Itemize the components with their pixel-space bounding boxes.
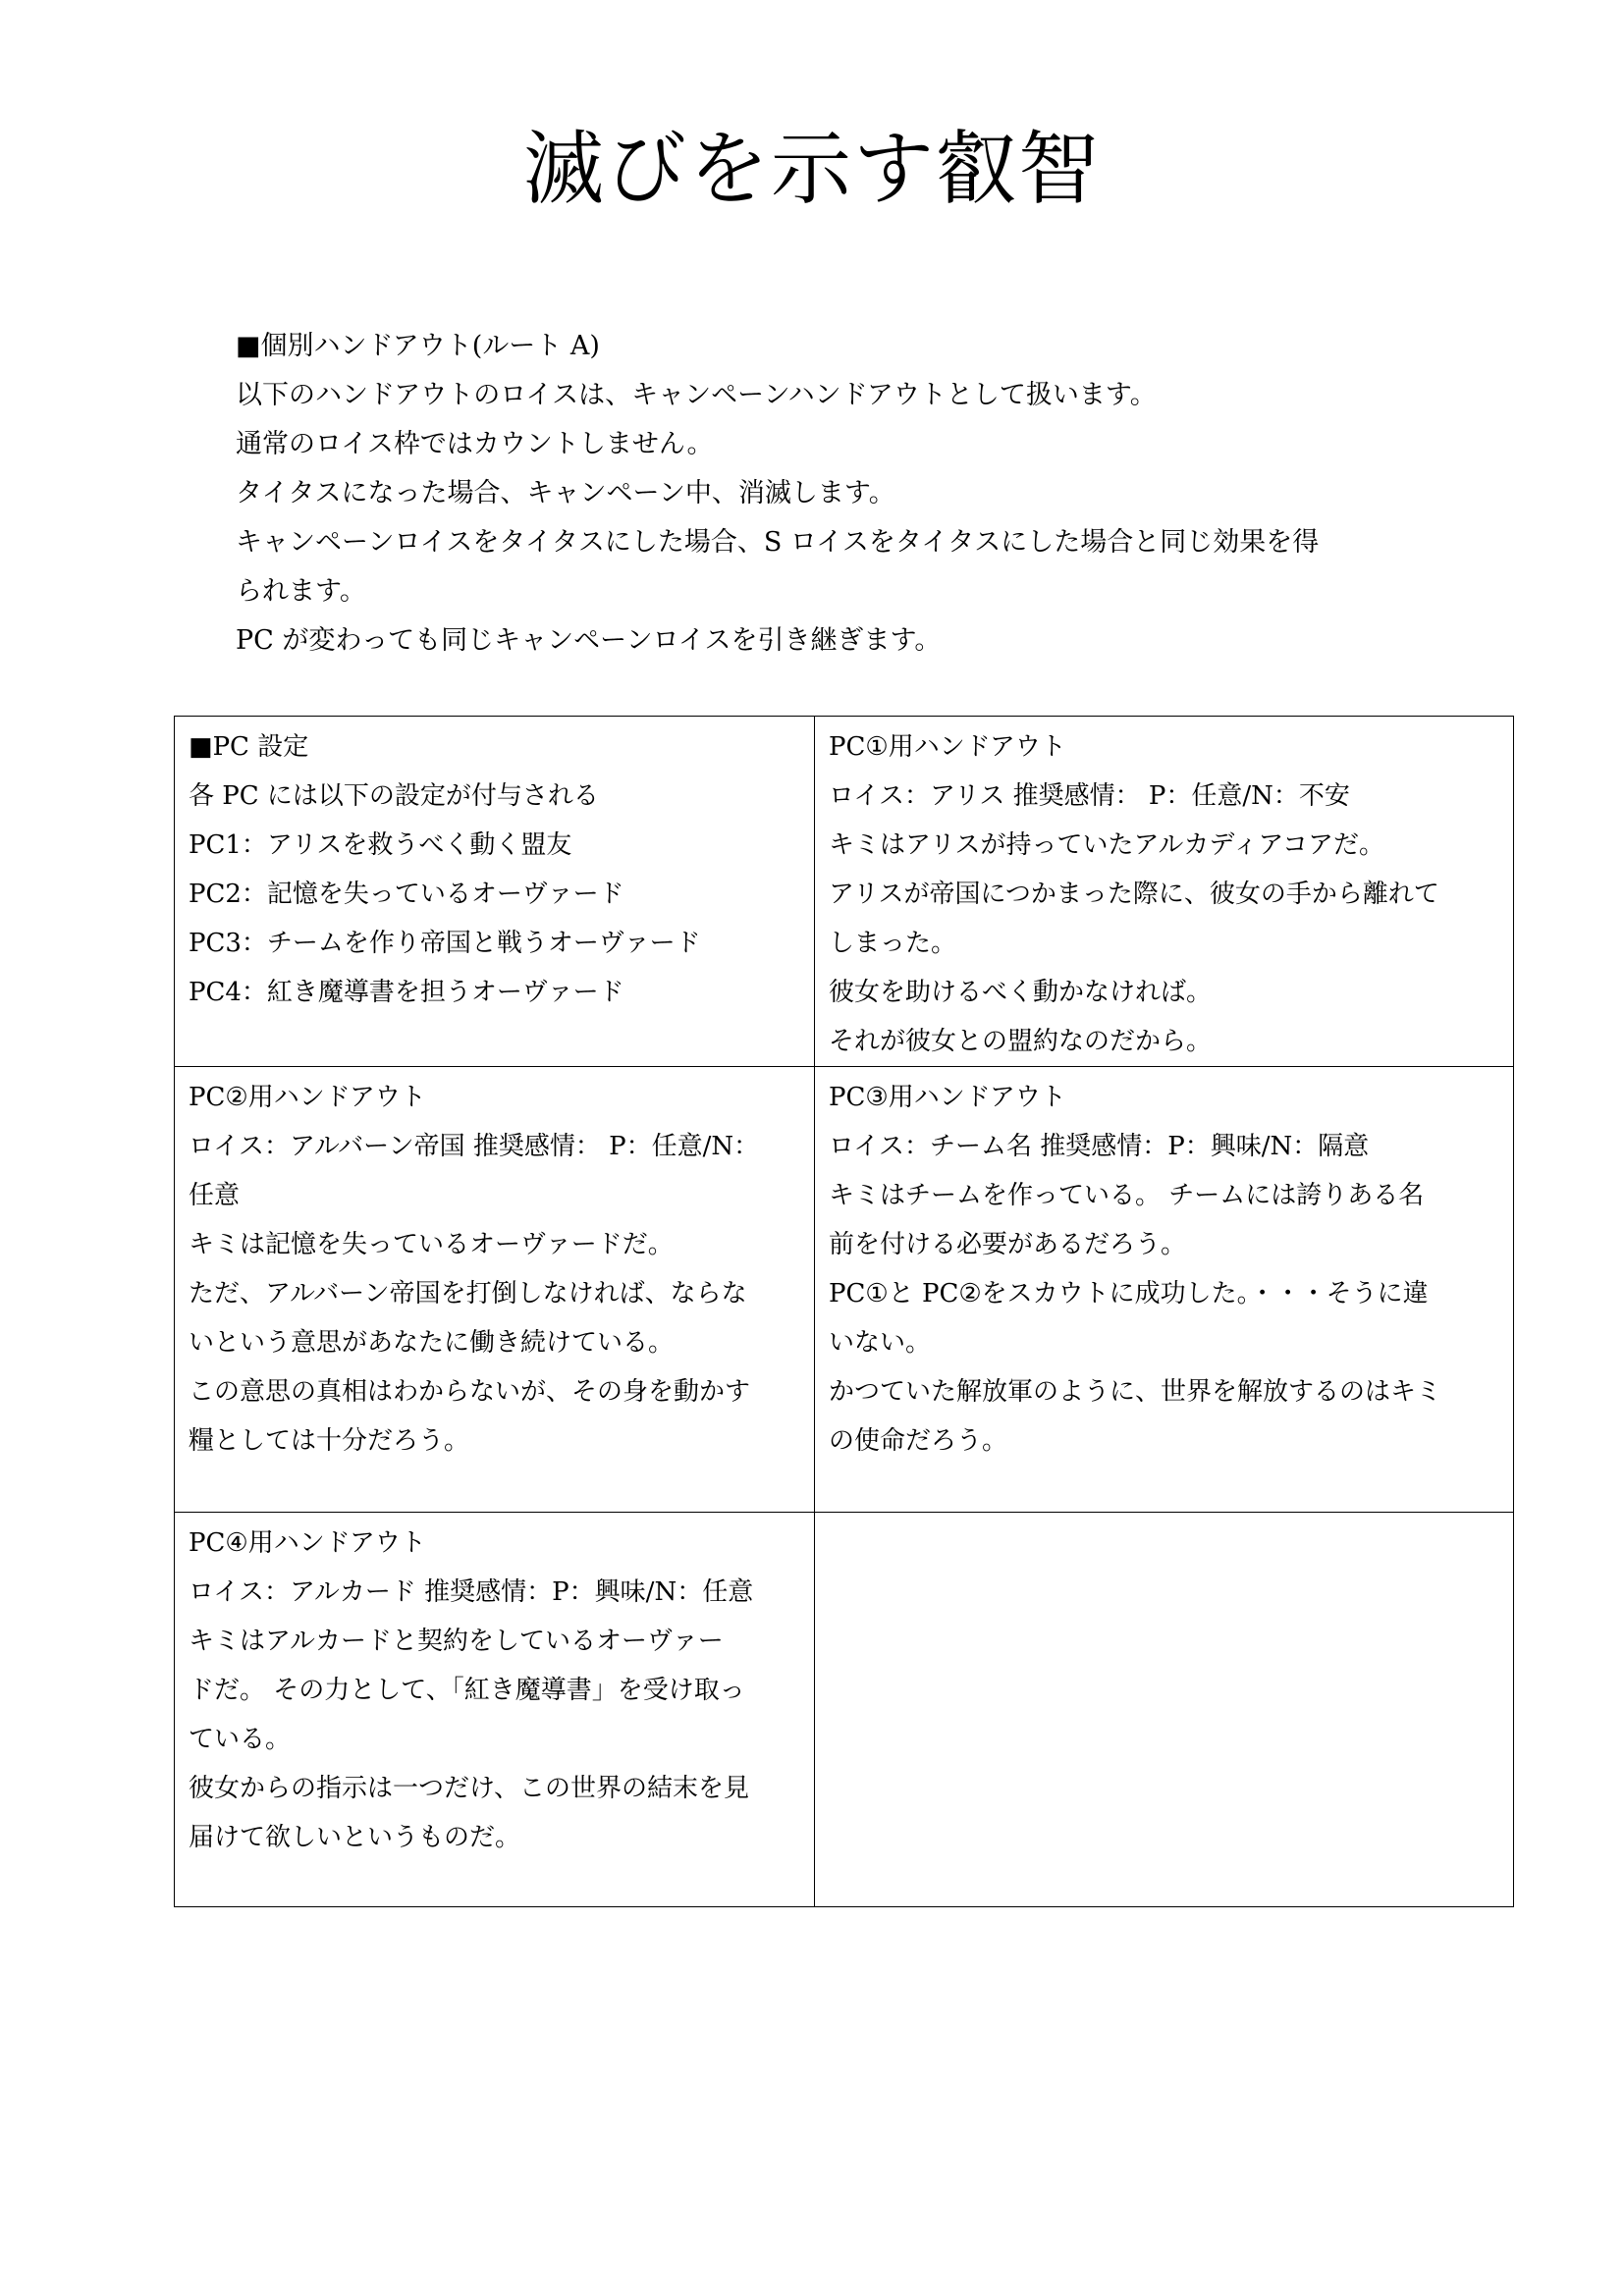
pc-settings-line: PC4：紅き魔導書を担うオーヴァード	[189, 978, 624, 1007]
handout-table	[174, 716, 1514, 1907]
pc4-handout-line: ロイス：アルカード 推奨感情：P：興味/N：任意	[189, 1577, 754, 1607]
pc2-handout-line: 糧としては十分だろう。	[189, 1426, 470, 1456]
pc4-handout-line: 届けて欲しいというものだ。	[189, 1823, 521, 1852]
pc3-handout-line: ロイス：チーム名 推奨感情：P：興味/N：隔意	[829, 1132, 1370, 1161]
pc2-handout-cell	[175, 1067, 815, 1513]
pc4-handout-line: ドだ。 その力として、「紅き魔導書」を受け取っ	[189, 1676, 745, 1705]
pc-settings-line: PC1：アリスを救うべく動く盟友	[189, 830, 572, 860]
pc4-handout-heading: PC④用ハンドアウト	[189, 1528, 426, 1558]
intro-line: られます。	[236, 576, 366, 607]
pc3-handout-cell	[815, 1067, 1514, 1513]
pc4-handout-cell	[175, 1513, 815, 1907]
pc4-handout-line: 彼女からの指示は一つだけ、この世界の結末を見	[189, 1774, 749, 1803]
pc3-handout-line: かつていた解放軍のように、世界を解放するのはキミ	[829, 1377, 1442, 1407]
pc2-handout-line: キミは記憶を失っているオーヴァードだ。	[189, 1230, 674, 1259]
pc4-handout-line: キミはアルカードと契約をしているオーヴァー	[189, 1627, 724, 1656]
document-title: 滅びを示す叡智	[522, 123, 1101, 216]
pc3-handout-line: PC①と PC②をスカウトに成功した。・・・そうに違	[829, 1279, 1429, 1308]
pc3-handout-line: 前を付ける必要があるだろう。	[829, 1230, 1187, 1259]
intro-line: 以下のハンドアウトのロイスは、キャンペーンハンドアウトとして扱います。	[236, 380, 1157, 410]
pc1-handout-line: 彼女を助けるべく動かなければ。	[829, 978, 1213, 1007]
pc2-handout-line: いという意思があなたに働き続けている。	[189, 1328, 675, 1358]
pc-settings-cell	[175, 717, 815, 1067]
table-row	[175, 1513, 1514, 1907]
pc2-handout-line: この意思の真相はわからないが、その身を動かす	[189, 1377, 751, 1407]
intro-line: 通常のロイス枠ではカウントしません。	[236, 429, 714, 459]
pc1-handout-line: キミはアリスが持っていたアルカディアコアだ。	[829, 830, 1385, 860]
pc-settings-heading: ■PC 設定	[189, 732, 309, 762]
table-row	[175, 717, 1514, 1067]
empty-cell	[815, 1513, 1514, 1907]
intro-section	[236, 322, 1424, 666]
pc1-handout-heading: PC①用ハンドアウト	[829, 732, 1066, 762]
pc3-handout-heading: PC③用ハンドアウト	[829, 1083, 1066, 1112]
pc-settings-line: PC2：記憶を失っているオーヴァード	[189, 880, 624, 909]
pc2-handout-line: ロイス：アルバーン帝国 推奨感情： P：任意/N：	[189, 1132, 760, 1161]
pc1-handout-line: しまった。	[829, 929, 957, 958]
pc3-handout-line: の使命だろう。	[829, 1426, 1008, 1456]
intro-line: キャンペーンロイスをタイタスにした場合、S ロイスをタイタスにした場合と同じ効果を得	[236, 527, 1320, 558]
pc3-handout-line: キミはチームを作っている。 チームには誇りある名	[829, 1181, 1425, 1210]
pc1-handout-line: それが彼女との盟約なのだから。	[829, 1027, 1213, 1056]
table-row	[175, 1067, 1514, 1513]
intro-heading: ■個別ハンドアウト(ルート A)	[236, 331, 600, 361]
pc2-handout-line: ただ、アルバーン帝国を打倒しなければ、ならな	[189, 1279, 747, 1308]
pc-settings-line: PC3：チームを作り帝国と戦うオーヴァード	[189, 929, 701, 958]
pc2-handout-heading: PC②用ハンドアウト	[189, 1083, 426, 1112]
intro-line: タイタスになった場合、キャンペーン中、消滅します。	[236, 478, 895, 508]
pc-settings-line: 各 PC には以下の設定が付与される	[189, 781, 599, 811]
pc3-handout-line: いない。	[829, 1328, 932, 1358]
intro-line: PC が変わっても同じキャンペーンロイスを引き継ぎます。	[236, 625, 942, 656]
pc2-handout-line: 任意	[189, 1181, 241, 1210]
pc1-handout-cell	[815, 717, 1514, 1067]
pc1-handout-line: アリスが帝国につかまった際に、彼女の手から離れて	[829, 880, 1439, 909]
pc4-handout-line: ている。	[189, 1725, 292, 1754]
pc1-handout-line: ロイス：アリス 推奨感情： P：任意/N：不安	[829, 781, 1350, 811]
